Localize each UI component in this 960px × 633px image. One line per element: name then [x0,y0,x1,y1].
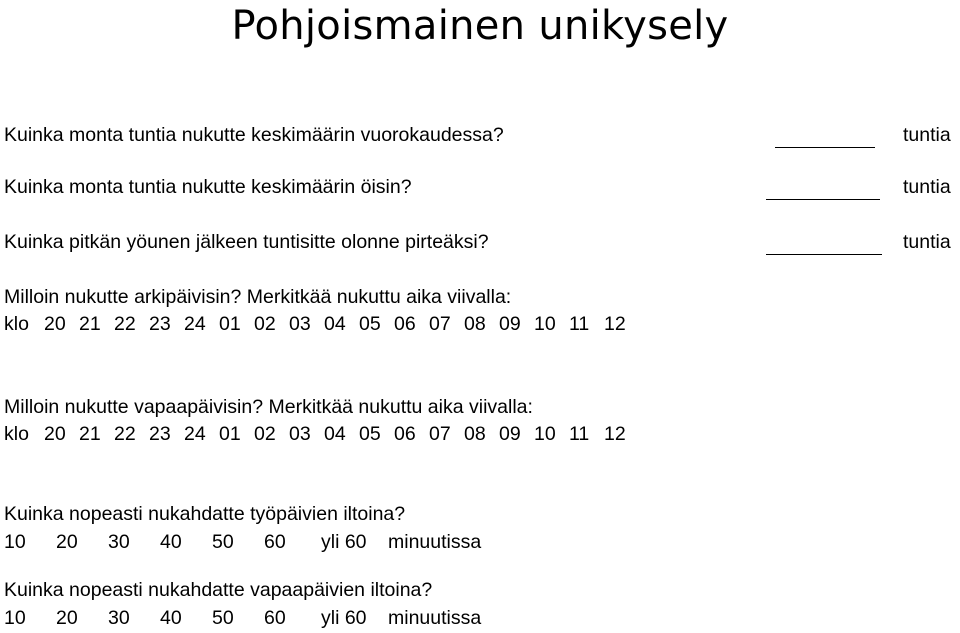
hour-tick: 12 [604,313,626,335]
question-weekend-sleep-time: Milloin nukutte vapaapäivisin? Merkitkää nukuttu aika viivalla: [4,396,533,418]
hour-tick: 20 [44,423,66,445]
option-20[interactable]: 20 [56,531,78,553]
question-night-sleep: Kuinka monta tuntia nukutte keskimäärin öisin? [4,176,412,198]
page-title: Pohjoismainen unikysely [231,3,729,49]
hour-tick: 23 [149,423,171,445]
question-fall-asleep-days-off: Kuinka nopeasti nukahdatte vapaapäivien iltoina? [4,579,433,601]
hour-tick: 05 [359,313,381,335]
hour-tick: 22 [114,313,136,335]
hour-tick: 11 [569,423,590,445]
question-fall-asleep-workdays: Kuinka nopeasti nukahdatte työpäivien iltoina? [4,503,406,525]
hour-tick: 03 [289,423,311,445]
hour-tick: 09 [499,313,521,335]
question-refreshed-after: Kuinka pitkän yöunen jälkeen tuntisitte olonne pirteäksi? [4,231,489,253]
unit-label-refreshed-after: tuntia [903,231,951,253]
option-10[interactable]: 10 [4,531,26,553]
option-unit-label: minuutissa [388,607,482,629]
hour-tick: 24 [184,423,206,445]
option-50[interactable]: 50 [212,607,234,629]
hour-tick: 07 [429,313,451,335]
hour-tick: 09 [499,423,521,445]
hour-tick: 06 [394,423,416,445]
option-40[interactable]: 40 [160,607,182,629]
option-over-60[interactable]: yli 60 [321,531,367,553]
hour-tick: 07 [429,423,451,445]
fall-asleep-days-off-options [4,606,481,630]
option-60[interactable]: 60 [264,531,286,553]
option-10[interactable]: 10 [4,607,26,629]
hour-tick: 02 [254,313,276,335]
hour-tick: 11 [569,313,590,335]
hour-tick: 10 [534,313,556,335]
hour-tick: 08 [464,423,486,445]
hour-tick: 23 [149,313,171,335]
unit-label-night-sleep: tuntia [903,176,951,198]
hour-tick: 20 [44,313,66,335]
question-weekday-sleep-time: Milloin nukutte arkipäivisin? Merkitkää nukuttu aika viivalla: [4,286,512,308]
option-20[interactable]: 20 [56,607,78,629]
scale-label-klo: klo [4,313,29,335]
hour-tick: 05 [359,423,381,445]
unit-label-total-sleep: tuntia [903,124,951,146]
hour-tick: 21 [79,313,101,335]
scale-label-klo: klo [4,423,29,445]
hour-tick: 03 [289,313,311,335]
answer-blank-total-sleep[interactable] [775,147,875,148]
option-unit-label: minuutissa [388,531,482,553]
hour-tick: 04 [324,423,346,445]
hour-tick: 01 [219,313,241,335]
option-over-60[interactable]: yli 60 [321,607,367,629]
hour-tick: 12 [604,423,626,445]
option-60[interactable]: 60 [264,607,286,629]
answer-blank-night-sleep[interactable] [766,199,880,200]
hour-tick: 21 [79,423,101,445]
hour-tick: 02 [254,423,276,445]
hour-tick: 06 [394,313,416,335]
hour-tick: 04 [324,313,346,335]
weekend-hour-scale[interactable] [4,422,639,446]
answer-blank-refreshed-after[interactable] [766,254,882,255]
option-30[interactable]: 30 [108,607,130,629]
option-30[interactable]: 30 [108,531,130,553]
hour-tick: 08 [464,313,486,335]
fall-asleep-workdays-options [4,530,481,554]
hour-tick: 24 [184,313,206,335]
hour-tick: 10 [534,423,556,445]
hour-tick: 01 [219,423,241,445]
hour-tick: 22 [114,423,136,445]
option-40[interactable]: 40 [160,531,182,553]
option-50[interactable]: 50 [212,531,234,553]
question-total-sleep: Kuinka monta tuntia nukutte keskimäärin vuorokaudessa? [4,124,504,146]
weekday-hour-scale[interactable] [4,312,639,336]
